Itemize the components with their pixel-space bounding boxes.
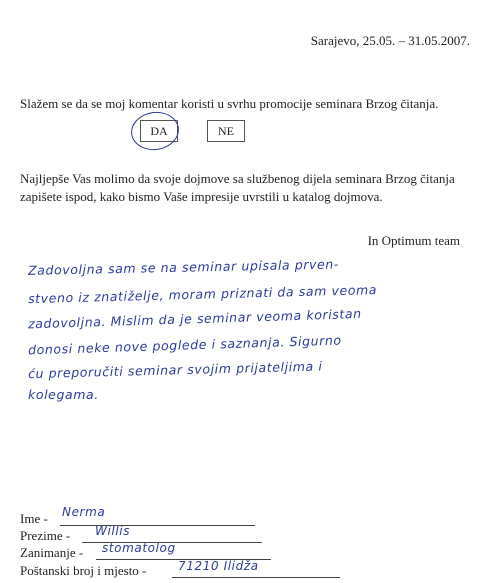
postanski-underline [172,577,340,578]
comment-line: kolegama. [28,387,99,402]
comment-line: stveno iz znatiželje, moram priznati da sam veoma [27,282,378,307]
prezime-value[interactable]: Willis [95,524,131,538]
postanski-label: Poštanski broj i mjesto - [20,563,147,578]
comment-line: Zadovoljna sam se na seminar upisala prven- [27,256,340,278]
ime-label: Ime - [20,511,48,526]
date-place: Sarajevo, 25.05. – 31.05.2007. [310,33,470,48]
zanimanje-value[interactable]: stomatolog [102,541,176,555]
postanski-value[interactable]: 71210 Ilidža [178,559,259,573]
consent-no-box[interactable]: NE [207,120,245,142]
ime-underline [60,525,255,526]
comment-line: zadovoljna. Mislim da je seminar veoma koristan [27,305,362,332]
zanimanje-label: Zanimanje - [20,545,84,560]
request-paragraph: Najljepše Vas molimo da svoje dojmove sa službenog dijela seminara Brzog čitanja zapišete ispod, kako bismo Vaše impresije uvrstili u katalog dojmova. [20,171,455,204]
comment-line: donosi neke nove poglede i saznanja. Sigurno [27,332,342,358]
yes-selection-circle [129,109,182,153]
consent-statement: Slažem se da se moj komentar koristi u svrhu promocije seminara Brzog čitanja. [20,96,439,111]
team-signature: In Optimum team [367,233,460,248]
comment-line: ću preporučiti seminar svojim prijateljima i [27,358,323,382]
prezime-label: Prezime - [20,528,71,543]
ime-value[interactable]: Nerma [62,505,106,519]
consent-yes-box[interactable]: DA [140,120,178,142]
